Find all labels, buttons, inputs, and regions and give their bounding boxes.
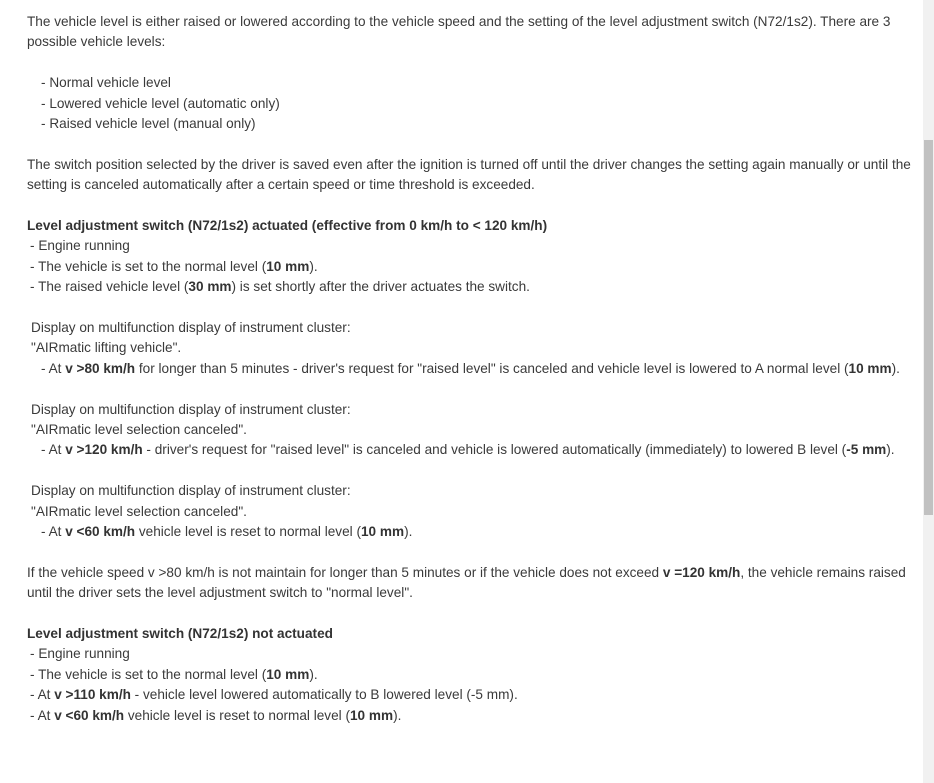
scrollbar-thumb[interactable] (924, 140, 933, 515)
display-note-1: Display on multifunction display of instrument cluster: (31, 320, 351, 336)
list-item: - The vehicle is set to the normal level (10 mm). (30, 666, 318, 682)
list-item: - The vehicle is set to the normal level (10 mm). (30, 258, 318, 274)
list-dash: - (41, 116, 46, 132)
list-item: - Raised vehicle level (manual only) (41, 116, 256, 132)
condition-item-3: - At v <60 km/h vehicle level is reset to normal level (10 mm). (41, 524, 413, 540)
intro-paragraph: The vehicle level is either raised or lowered according to the vehicle speed and the setting of the level adjustment switch (N72/1s2). There are 3 possible vehicle levels: (27, 14, 891, 50)
section-heading-not-actuated: Level adjustment switch (N72/1s2) not actuated (27, 626, 333, 642)
display-note-3: Display on multifunction display of instrument cluster: (31, 483, 351, 499)
condition-item-2: - At v >120 km/h - driver's request for "raised level" is canceled and vehicle is lowered automatically (immediately) to lowered B level (-5 mm). (41, 442, 895, 458)
display-message-2: "AIRmatic level selection canceled". (31, 422, 247, 438)
display-message-3: "AIRmatic level selection canceled". (31, 503, 247, 519)
switch-saved-paragraph: The switch position selected by the driver is saved even after the ignition is turned off until the driver changes the setting again manually or until the setting is canceled automatically after a certain speed or time threshold is exceeded. (27, 156, 911, 193)
levels-list (27, 73, 911, 134)
list-item: - At v <60 km/h vehicle level is reset to normal level (10 mm). (30, 707, 402, 723)
display-note-2: Display on multifunction display of instrument cluster: (31, 401, 351, 417)
list-item: - Lowered vehicle level (automatic only) (41, 95, 280, 111)
list-item: - Engine running (30, 646, 130, 662)
condition-item-1: - At v >80 km/h for longer than 5 minutes - driver's request for "raised level" is canceled and vehicle level is lowered to A normal level (10 mm). (41, 360, 900, 376)
list-dash: - (41, 75, 46, 91)
list-dash: - (41, 95, 46, 111)
speed-note-paragraph: If the vehicle speed v >80 km/h is not maintain for longer than 5 minutes or if the vehicle does not exceed v =120 km/h, the vehicle remains raised until the driver sets the level adjustment switch to "normal level". (27, 564, 906, 601)
list-item: - Engine running (30, 238, 130, 254)
scrollbar[interactable] (923, 0, 934, 783)
list-item: - At v >110 km/h - vehicle level lowered automatically to B lowered level (-5 mm). (30, 687, 518, 703)
document-body (27, 12, 911, 726)
display-message-1: "AIRmatic lifting vehicle". (31, 340, 182, 356)
list-item: - Normal vehicle level (41, 75, 171, 91)
list-item: - The raised vehicle level (30 mm) is set shortly after the driver actuates the switch. (30, 279, 530, 295)
section-heading-actuated: Level adjustment switch (N72/1s2) actuated (effective from 0 km/h to < 120 km/h) (27, 218, 548, 234)
